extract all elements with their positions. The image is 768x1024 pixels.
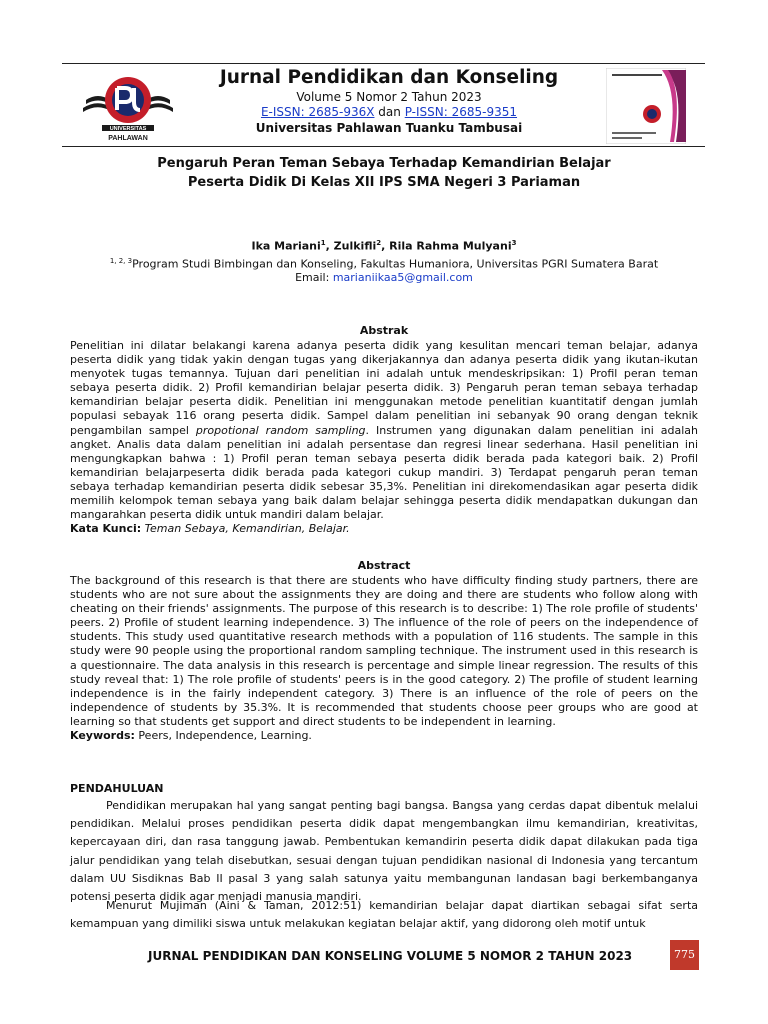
abstrak-text-2: . Instrumen yang digunakan dalam penelitian ini adalah angket. Analis data dalam penelitian ini adalah persentase dan regresi linear sederhana. Hasil penelitian ini mengungkapkan bahwa : 1) Profil peran teman sebaya peserta didik berada pada kategori baik. 2) Profil kemandirian belajarpeserta didik berada pada kategori cukup mandiri. 3) Terdapat pengaruh peran teman sebaya terhadap kemandirian peserta didik sebesar 35,3%. Penelitian ini direkomendasikan agar peserta didik memilih kelompok teman sebaya yang baik dalam belajar sehingga peserta didik mendapatkan dukungan dan mangarahkan peserta didik untuk mandiri dalam belajar. [70, 423, 698, 522]
header-bottom-rule [62, 146, 705, 147]
author-3-sup: 3 [511, 239, 517, 247]
logo-text-university: UNIVERSITAS [109, 126, 147, 132]
paper-title [90, 154, 678, 192]
page-number: 775 [670, 940, 699, 970]
paper-title-line-2: Peserta Didik Di Kelas XII IPS SMA Negeri 3 Pariaman [187, 175, 581, 190]
abstract-text: The background of this research is that there are students who have difficulty finding study partners, there are students who are not sure about the assignments they are doing and there are students who follow along with cheating on their friends' assignments. The purpose of this research is to describe: 1) The role profile of students' peers. 2) Profile of student learning independence. 3) The influence of the role of peers on the independence of students. This study used quantitative research methods with a population of 116 students. The sample in this study were 90 people using the proportional random sampling technique. The instrument used in this research is a questionnaire. The data analysis in this research is percentage and simple linear regression. The results of this study reveal that: 1) The role profile of students' peers is in the good category. 2) The profile of student learning independence is in the fairly independent category. 3) There is an influence of the role of peers on the independence of students by 35.3%. It is recommended that students choose peer groups who are good at learning so that students get support and direct students to be independent in learning. [70, 574, 698, 728]
affiliation-sup: 1, 2, 3 [109, 256, 133, 265]
journal-header [190, 64, 588, 136]
email-link[interactable]: marianiikaa5@gmail.com [332, 271, 473, 285]
abstrak-italic: propotional random sampling [195, 423, 366, 437]
affiliation-text: Program Studi Bimbingan dan Konseling, Fakultas Humaniora, Universitas PGRI Sumatera Barat [132, 257, 659, 271]
section-heading-pendahuluan: PENDAHULUAN [70, 782, 164, 795]
intro-paragraph-1: Pendidikan merupakan hal yang sangat penting bagi bangsa. Bangsa yang cerdas dapat dibentuk melalui pendidikan. Melalui proses pendidikan peserta didik dapat mengembangkan ilmu kemandirian, kreativitas, kepercayaan diri, dan rasa tanggung jawab. Pembentukan kemandirin peserta didik dapat dilakukan pada tiga jalur pendidikan yang telah disebutkan, sesuai dengan tujuan pendidikan nasional di Indonesia yang tercantum dalam UU Sisdiknas Bab II pasal 3 yang salah satunya yaitu membangunan landasan bagi berkembanganya potensi peserta didik agar menjadi manusia mandiri. [70, 799, 698, 904]
pissn-link[interactable]: P-ISSN: 2685-9351 [404, 105, 518, 119]
journal-volume: Volume 5 Nomor 2 Tahun 2023 [296, 90, 482, 104]
abstrak-body [70, 339, 698, 536]
abstrak-heading: Abstrak [359, 324, 409, 337]
issn-separator: dan [374, 105, 405, 119]
journal-title: Jurnal Pendidikan dan Konseling [219, 67, 559, 88]
journal-issn [190, 105, 588, 120]
abstract-heading: Abstract [357, 559, 411, 572]
email-label: Email: [295, 271, 333, 285]
author-1: Ika Mariani [251, 239, 321, 253]
author-names: Ika Mariani$^1$, Zulkifli$^2$, Rila Rahma Mulyani$^3$ [251, 239, 517, 253]
author-3: Rila Rahma Mulyani [389, 239, 512, 253]
author-affiliation [90, 254, 678, 272]
keywords-value: Peers, Independence, Learning. [134, 729, 312, 743]
abstrak-text-1: Penelitian ini dilatar belakangi karena adanya peserta didik yang kesulitan mencari teman belajar, adanya peserta didik yang tidak yakin dengan tugas yang dikerjakannya dan adanya peserta didik yang ikutan-ikutan menyotek tugas temannya. Tujuan dari penelitian ini adalah untuk mendeskripsikan: 1) Profil peran teman sebaya peserta didik. 2) Profil kemandirian belajar peserta didik. 3) Pengaruh peran teman sebaya terhadap kemandirian belajar peserta didik. Penelitian ini menggunakan metode penelitian kuantitatif dengan jumlah populasi sebayak 116 orang peserta didik. Sampel dalam penelitian ini sebanyak 90 orang dengan teknik pengambilan sampel [70, 339, 698, 437]
author-1-sup: 1 [320, 239, 326, 247]
abstract-body [70, 574, 698, 743]
university-name: Universitas Pahlawan Tuanku Tambusai [255, 121, 523, 135]
keywords-label: Keywords: [70, 729, 135, 743]
intro-paragraph-2: Menurut Mujiman (Aini & Taman, 2012:51) kemandirian belajar dapat diartikan sebagai sifat serta kemampuan yang dimiliki siswa untuk melakukan kegiatan belajar aktif, yang didorong oleh motif untuk [70, 899, 698, 931]
footer-journal: JURNAL PENDIDIKAN DAN KONSELING VOLUME 5 NOMOR 2 TAHUN 2023 [148, 949, 633, 963]
eissn-link[interactable]: E-ISSN: 2685-936X [260, 105, 375, 119]
author-2-sup: 2 [376, 239, 382, 247]
paper-title-line-1: Pengaruh Peran Teman Sebaya Terhadap Kemandirian Belajar [157, 156, 611, 171]
kata-kunci-value: Teman Sebaya, Kemandirian, Belajar. [141, 522, 350, 536]
author-email [90, 271, 678, 285]
author-2: Zulkifli [333, 239, 377, 253]
author-block [90, 236, 678, 285]
university-logo [80, 70, 176, 146]
journal-cover-image [606, 68, 686, 144]
kata-kunci-label: Kata Kunci: [70, 522, 142, 536]
logo-text-pahlawan: PAHLAWAN [108, 135, 148, 142]
